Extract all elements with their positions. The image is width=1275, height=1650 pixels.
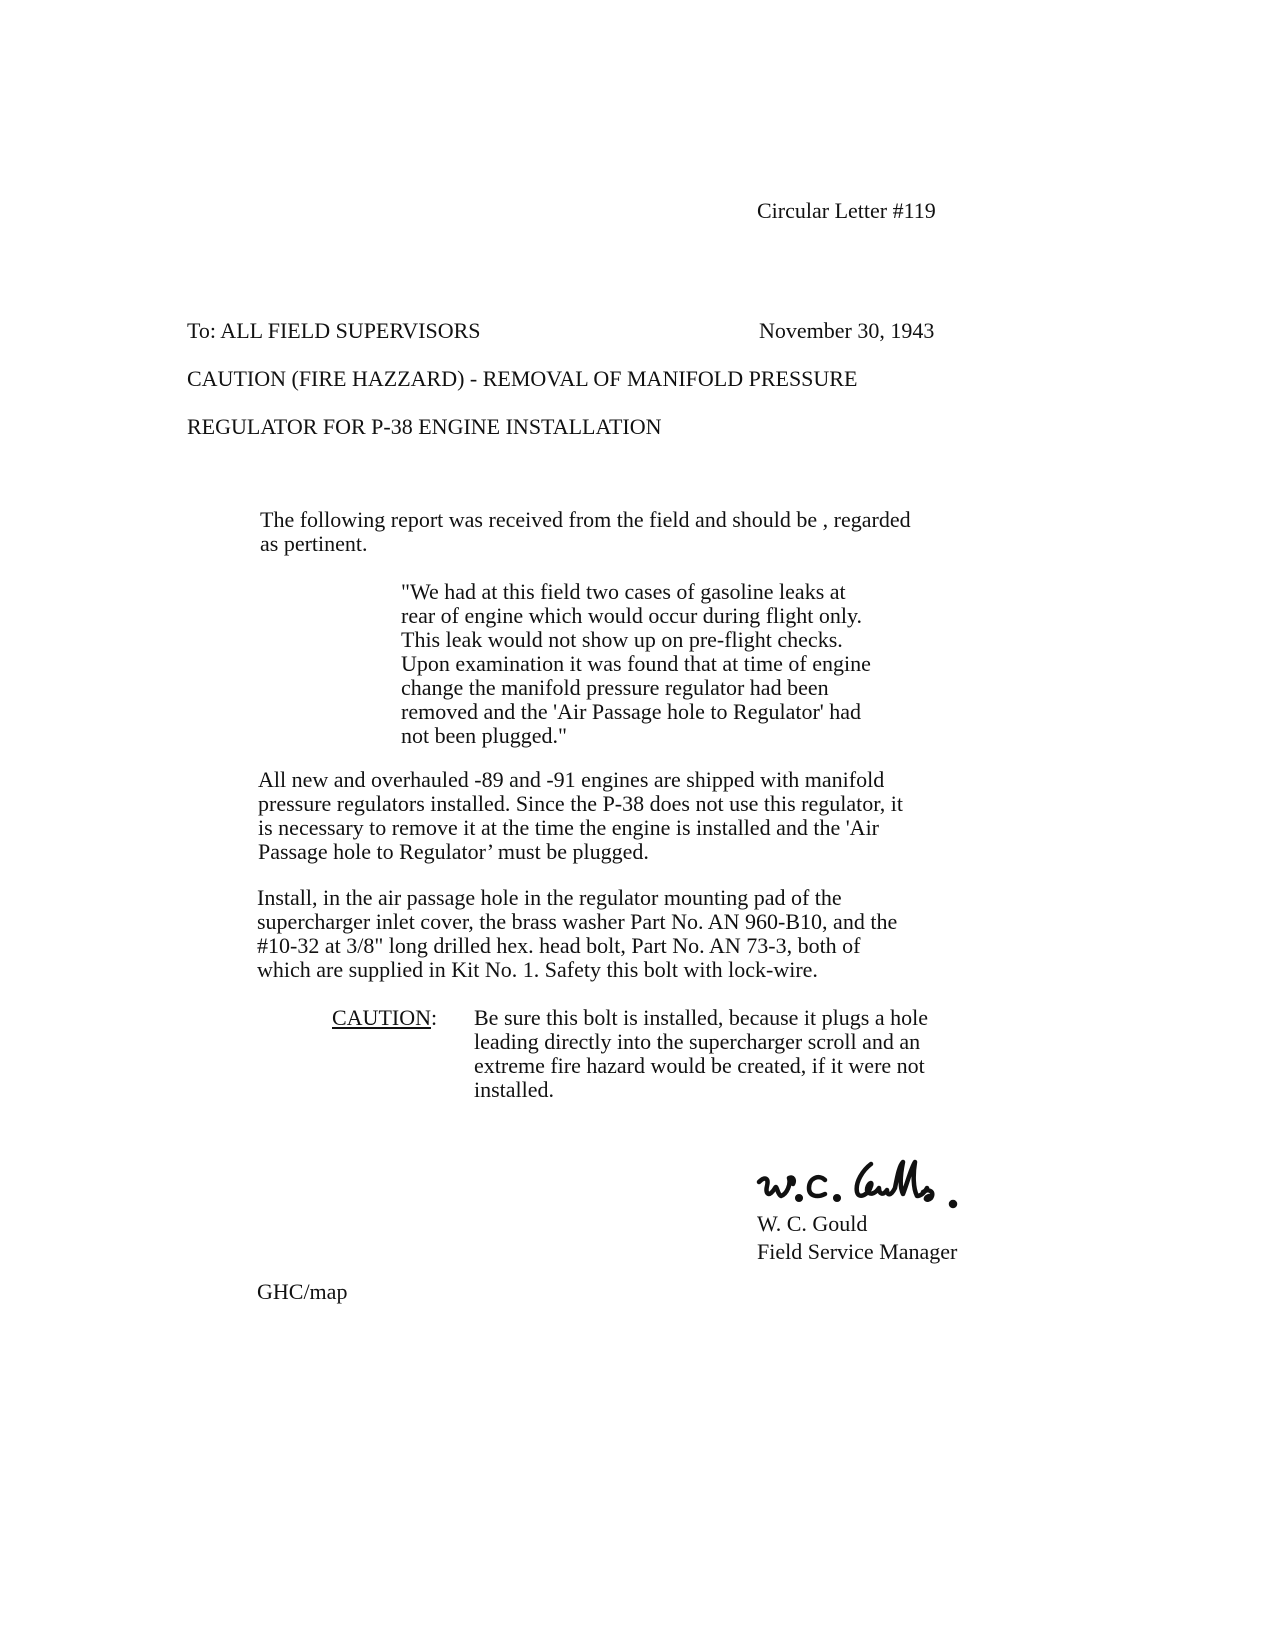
engine-paragraph [258,768,903,864]
quote-line: Upon examination it was found that at time of engine [401,651,871,676]
signer-name: W. C. Gould [757,1211,868,1236]
quote-line: removed and the 'Air Passage hole to Regulator' had [401,699,862,724]
paragraph-line: which are supplied in Kit No. 1. Safety this bolt with lock-wire. [257,957,818,982]
quote-line: This leak would not show up on pre-flight checks. [401,627,843,652]
paragraph-line: supercharger inlet cover, the brass washer Part No. AN 960-B10, and the [257,909,898,934]
intro-line: as pertinent. [260,531,368,556]
quote-line: "We had at this field two cases of gasoline leaks at [401,579,846,604]
paragraph-line: pressure regulators installed. Since the P-38 does not use this regulator, it [258,791,903,816]
paragraph-line: #10-32 at 3/8" long drilled hex. head bolt, Part No. AN 73-3, both of [257,933,861,958]
typist-initials: GHC/map [257,1279,348,1304]
subject-line-2: REGULATOR FOR P-38 ENGINE INSTALLATION [187,414,662,439]
handwritten-signature [755,1158,965,1210]
subject-line-1: CAUTION (FIRE HAZZARD) - REMOVAL OF MANIFOLD PRESSURE [187,366,858,391]
signature-icon [755,1158,965,1210]
paragraph-line: Install, in the air passage hole in the regulator mounting pad of the [257,885,842,910]
caution-colon: : [431,1005,438,1030]
caution-line: installed. [474,1077,555,1102]
caution-label-text: CAUTION [332,1005,431,1030]
recipient-line: To: ALL FIELD SUPERVISORS [187,318,481,343]
quote-line: not been plugged." [401,723,567,748]
paragraph-line: Passage hole to Regulator’ must be plugged. [258,839,649,864]
signer-title: Field Service Manager [757,1239,958,1264]
intro-paragraph [260,508,911,556]
quote-line: change the manifold pressure regulator had been [401,675,829,700]
field-report-quote [401,580,871,748]
intro-line: The following report was received from the field and should be , regarded [260,507,911,532]
letter-number: Circular Letter #119 [757,198,936,223]
paragraph-line: is necessary to remove it at the time the engine is installed and the 'Air [258,815,880,840]
caution-line: leading directly into the supercharger scroll and an [474,1029,921,1054]
caution-text [474,1006,928,1102]
caution-label [332,1006,437,1030]
quote-line: rear of engine which would occur during flight only. [401,603,863,628]
caution-line: Be sure this bolt is installed, because it plugs a hole [474,1005,928,1030]
caution-line: extreme fire hazard would be created, if it were not [474,1053,925,1078]
install-paragraph [257,886,897,982]
letter-date: November 30, 1943 [759,318,935,343]
paragraph-line: All new and overhauled -89 and -91 engines are shipped with manifold [258,767,885,792]
